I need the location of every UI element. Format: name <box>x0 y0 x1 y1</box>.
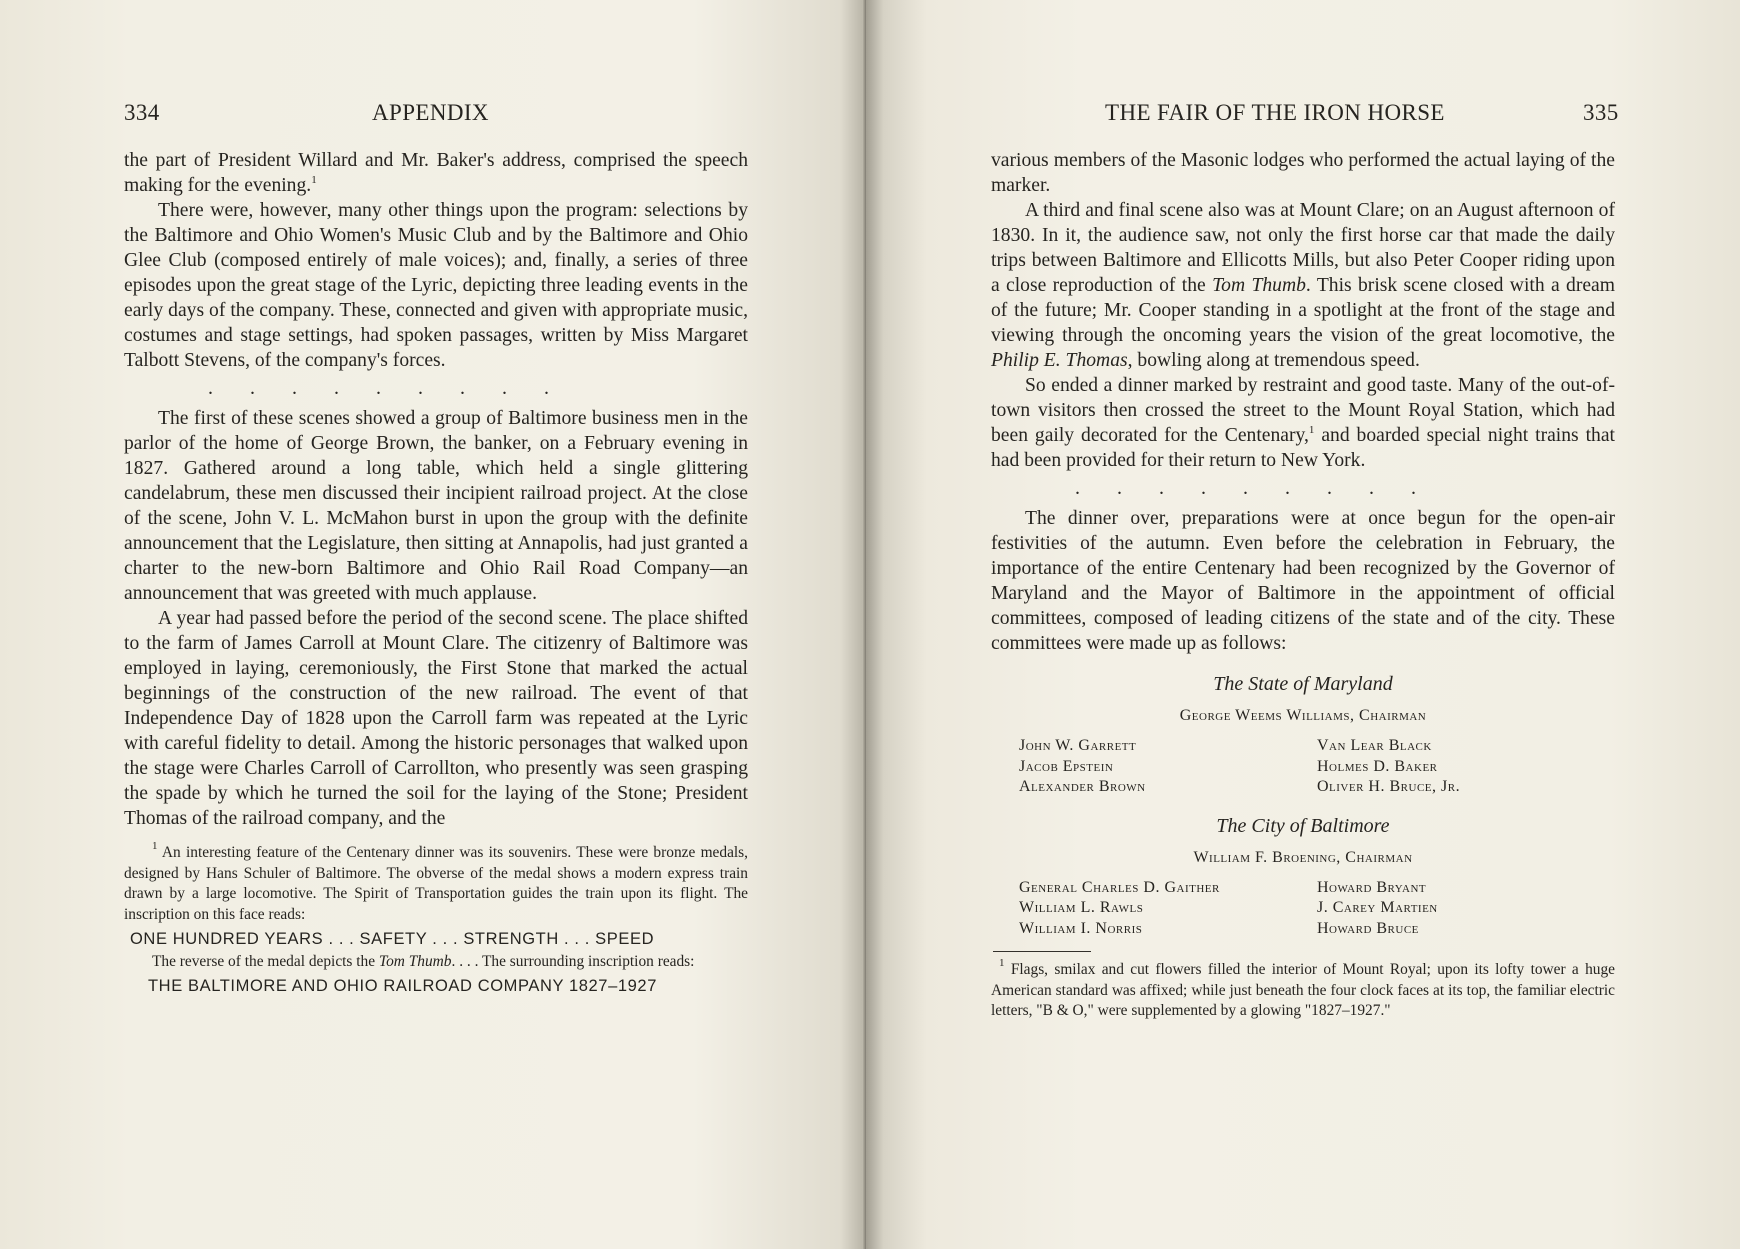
body-text <box>991 148 1615 1022</box>
member-name: Van Lear Black <box>1317 737 1432 754</box>
footnote-reverse: The reverse of the medal depicts the Tom Thumb. . . . The surrounding inscription reads: <box>152 952 695 970</box>
inscription-obverse: ONE HUNDRED YEARS . . . SAFETY . . . STRENGTH . . . SPEED <box>130 930 655 948</box>
member-name: Jacob Epstein <box>1019 757 1114 775</box>
committee-members <box>1019 736 1615 798</box>
paragraph: the part of President Willard and Mr. Baker's address, comprised the speech making for the evening.$^1$ <box>124 150 748 196</box>
footnote-rule <box>993 951 1091 952</box>
body-text <box>124 148 748 999</box>
paragraph: The first of these scenes showed a group of Baltimore business men in the parlor of the home of George Brown, the banker, on a February evening in 1827. Gathered around a long table, which held a single glittering candelabrum, these men discussed their incipient railroad project. At the close of the scene, John V. L. McMahon burst in upon the group with the definite announcement that the Legislature, then sitting at Annapolis, had just granted a charter to the new-born Baltimore and Ohio Rail Road Company—an announcement that was greeted with much applause. <box>124 408 748 604</box>
left-page <box>0 0 866 1249</box>
member-name: Howard Bruce <box>1317 919 1419 937</box>
committee-title: The City of Baltimore <box>1216 814 1390 837</box>
member-name: Holmes D. Baker <box>1317 757 1438 775</box>
paragraph: The dinner over, preparations were at once begun for the open-air festivities of the autumn. Even before the celebration in February, the importance of the entire Centenary had been recognized by the Governor of Maryland and the Mayor of Baltimore in the appointment of official committees, composed of leading citizens of the state and of the city. These committees were made up as follows: <box>991 508 1615 654</box>
committee-state <box>991 672 1615 798</box>
paragraph: various members of the Masonic lodges who performed the actual laying of the marker. <box>991 150 1615 196</box>
footnote-marker: 1 <box>1308 424 1315 436</box>
member-name: William I. Norris <box>1019 919 1143 937</box>
footnote <box>991 957 1615 1022</box>
paragraph: There were, however, many other things upon the program: selections by the Baltimore and Ohio Women's Music Club and by the Baltimore and Ohio Glee Club (composed entirely of male voices); and, finally, a series of three episodes upon the great stage of the Lyric, depicting three leading events in the early days of the company. These, connected and given with appropriate music, costumes and stage settings, had spoken passages, written by Miss Margaret Talbott Stevens, of the company's forces. <box>124 200 748 371</box>
paragraph: So ended a dinner marked by restraint and good taste. Many of the out-of-town visitors then crossed the street to the Mount Royal Station, which had been gaily decorated for the Centenary,$^1$ and boarded special night trains that had been provided for their return to New York. <box>991 375 1615 471</box>
committee-chairman: George Weems Williams, Chairman <box>1179 707 1427 724</box>
paragraph: A third and final scene also was at Mount Clare; on an August afternoon of 1830. In it, the audience saw, not only the first horse car that made the daily trips between Baltimore and Ellicotts Mills, but also Peter Cooper riding upon a close reproduction of the Tom Thumb. This brisk scene closed with a dream of the future; Mr. Cooper standing in a spotlight at the front of the stage and viewing through the oncoming years the vision of the great locomotive, the Philip E. Thomas, bowling along at tremendous speed. <box>991 200 1615 371</box>
page-number: 334 <box>124 100 160 125</box>
running-head: THE FAIR OF THE IRON HORSE <box>1105 100 1445 125</box>
running-head: APPENDIX <box>372 100 489 125</box>
member-name: John W. Garrett <box>1019 737 1137 754</box>
right-page <box>866 0 1740 1249</box>
member-name: Oliver H. Bruce, Jr. <box>1317 778 1461 795</box>
ellipsis-divider: . . . . . . . . . <box>208 377 549 399</box>
ellipsis-divider: . . . . . . . . . <box>1075 477 1416 499</box>
page-number: 335 <box>1583 100 1619 125</box>
member-name: Alexander Brown <box>1019 778 1146 795</box>
member-name: General Charles D. Gaither <box>1019 878 1220 896</box>
committee-members <box>1019 878 1615 940</box>
footnote-marker: 1 <box>311 174 317 186</box>
paragraph: A year had passed before the period of the second scene. The place shifted to the farm of James Carroll at Mount Clare. The citizenry of Baltimore was employed in laying, ceremoniously, the First Stone that marked the actual beginnings of the construction of the new railroad. The event of that Independence Day of 1828 upon the Carroll farm was repeated at the Lyric with careful fidelity to detail. Among the historic personages that walked upon the stage were Charles Carroll of Carrollton, who presently was seen grasping the spade by which he turned the soil for the laying of the Stone; President Thomas of the railroad company, and the <box>124 608 748 829</box>
committee-city <box>991 814 1615 940</box>
member-name: Howard Bryant <box>1317 878 1427 896</box>
committee-title: The State of Maryland <box>1213 673 1393 695</box>
member-name: J. Carey Martien <box>1317 899 1438 916</box>
footnote-text: $^1$ Flags, smilax and cut flowers filled the interior of Mount Royal; upon its lofty tower a huge American standard was affixed; while just beneath the four clock faces at its top, the familiar electric letters, "B & O," were supplemented by a glowing "1827–1927." <box>991 957 1615 1019</box>
committee-chairman: William F. Broening, Chairman <box>1193 848 1413 866</box>
footnote <box>124 840 749 997</box>
member-name: William L. Rawls <box>1019 899 1144 916</box>
footnote-text: $^1$ An interesting feature of the Centenary dinner was its souvenirs. These were bronze medals, designed by Hans Schuler of Baltimore. The obverse of the medal shows a modern express train drawn by a large locomotive. The Spirit of Transportation guides the train upon its flight. The inscription on this face reads: <box>124 840 749 923</box>
inscription-reverse: THE BALTIMORE AND OHIO RAILROAD COMPANY 1827–1927 <box>148 977 657 995</box>
